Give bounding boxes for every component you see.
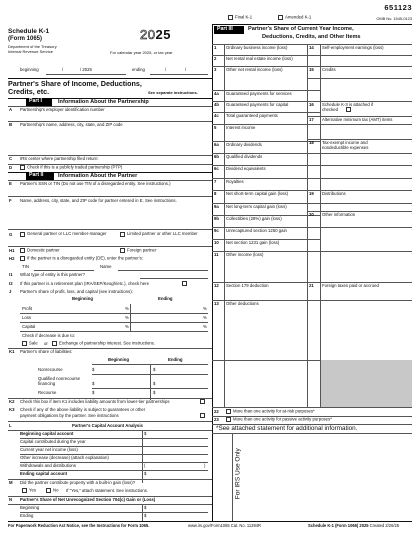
line-23-checkbox[interactable] [226,417,332,423]
line-20-num: 20 [309,212,314,217]
part1-bar: Part I [26,98,52,106]
line-4b-num: 4b [214,102,220,107]
line-12-label: Section 179 deduction [226,283,269,288]
line-6a-num: 6a [214,142,219,147]
line-m-label: Did the partner contribute property with a built-in gain (loss)? [20,480,136,485]
attached-statement-note: *See attached statement for additional information. [216,425,358,432]
line-10-num: 10 [214,240,219,245]
qnr-dollar-begin: $ [92,381,95,386]
part1-title: Information About the Partnership [58,99,149,105]
line-17-field[interactable] [322,125,410,137]
line-17-num: 17 [309,117,314,122]
tax-year [140,28,171,43]
l-capital-contributed: Capital contributed during the year [20,439,86,444]
ending-label: ending [132,67,145,72]
nonrecourse-label: Nonrecourse [38,367,63,372]
line-23-num: 23 [214,417,219,422]
line-1-field[interactable] [226,51,306,54]
line-k1-label: Partner's share of liabilities: [20,349,73,354]
n-end-dollar: $ [144,513,147,518]
line-6a-field[interactable] [226,148,306,152]
nonrecourse-dollar-begin: $ [92,367,95,372]
beginning-label: beginning [20,67,39,72]
line-9a-field[interactable] [226,210,306,214]
line-19-num: 19 [309,191,314,196]
line-2-num: 2 [214,56,217,61]
line-9b-field[interactable] [226,222,306,226]
de-tin-label: TIN [22,264,29,269]
amended-k1-checkbox[interactable] [278,15,311,21]
line-4b-label: Guaranteed payments for capital [226,102,289,107]
foreign-partner-label: Foreign partner [127,247,157,253]
exchange-label: Exchange of partnership interest. See instructions. [59,340,156,346]
l-beginning-capital: Beginning capital account [20,431,74,436]
line-16-label: Schedule K-3 is attached if [322,102,374,107]
line-d-letter: D [9,165,13,170]
recourse-label: Recourse [38,390,57,395]
part3-title-2: Deductions, Credits, and Other Items [262,34,361,40]
share-title-1: Partner's Share of Income, Deductions, [8,79,142,88]
line-9c-label: Unrecaptured section 1250 gain [226,228,287,233]
line-5-label: Interest income [226,125,256,130]
line-9c-field[interactable] [226,234,306,238]
line-8-label: Net short-term capital gain (loss) [226,191,289,196]
begin-slash: / [62,67,64,72]
ptp-checkbox[interactable] [20,165,122,171]
n-ending-label: Ending [20,513,34,518]
line-6c-label: Dividend equivalents [226,166,266,171]
line-e-letter: E [9,181,12,186]
line-17-label: Alternative minimum tax (AMT) items [322,117,393,122]
see-instructions: See separate instructions. [148,90,198,95]
line-19-label: Distributions [322,191,346,196]
line-14-num: 14 [309,45,314,50]
line-22-num: 22 [214,409,219,414]
line-i2-letter: I2 [9,281,13,286]
right-sub-rule-1 [307,78,412,79]
line-15-num: 15 [309,67,314,72]
line-k3-label-2: payment obligations by the partner. See instructions [20,413,119,418]
domestic-partner-label: Domestic partner [27,247,60,253]
m-note: If "Yes," attach statement. See instructions. [66,488,148,493]
n-begin-dollar: $ [144,505,147,510]
profit-begin-pct: % [125,306,129,311]
end-slash1: / [165,67,167,72]
j-ending-header: Ending [158,296,173,301]
form-title: Schedule K-1 [8,28,50,35]
line-12-num: 12 [214,283,219,288]
line-f-letter: F [9,198,12,203]
part2-bar: Part II [26,172,54,180]
line-c-label: IRS center where partnership filed return: [20,156,99,161]
line-4b-field[interactable] [226,108,306,111]
begin-year: / 2025 [80,67,92,72]
line-d-label: Check if this is a publicly traded partnership (PTP) [27,164,123,170]
line-9a-num: 9a [214,204,219,209]
irs-use-area [234,440,410,516]
line-13-label: Other deductions [226,301,259,306]
line-16-num: 16 [309,102,314,107]
recourse-dollar-end: $ [153,390,156,395]
profit-label: Profit [22,306,33,311]
l5-paren: ( [144,463,146,468]
line-7-label: Royalties [226,179,244,184]
line-e-label: Partner's SSN or TIN (Do not use TIN of a disregarded entity. See instructions.) [20,181,171,186]
line-h2-label: If the partner is a disregarded entity (DE), enter the partner's: [27,255,143,261]
line-h1-letter: H1 [9,248,15,253]
line-i1-label: What type of entity is this partner? [20,272,85,277]
line-11-field[interactable] [226,258,306,281]
line-23-label: More than one activity for passive activity purposes* [233,416,332,422]
line-11-num: 11 [214,252,219,257]
k2-checkbox[interactable] [200,399,207,405]
sale-checkbox[interactable] [22,341,38,347]
line-f-label: Name, address, city, state, and ZIP code for partner entered in E. See instructions. [20,198,177,203]
loss-end-pct: % [203,315,207,320]
footer-paperwork: For Paperwork Reduction Act Notice, see the Instructions for Form 1065. [8,523,150,528]
profit-begin-field[interactable] [40,305,120,312]
nonrecourse-dollar-end: $ [153,367,156,372]
qnr-label-2: financing [38,381,56,386]
line-1-label: Ordinary business income (loss) [226,45,288,50]
l5-paren-close: ) [204,463,206,468]
line-9b-label: Collectibles (28%) gain (loss) [226,216,282,221]
capital-label: Capital [22,324,36,329]
capital-begin-pct: % [125,324,129,329]
m-no-label: No [53,487,59,493]
final-k1-checkbox[interactable] [228,15,252,21]
line-19-field[interactable] [322,199,410,209]
footer-schedule [308,524,399,529]
line-b-label: Partnership's name, address, city, state, and ZIP code [20,122,123,127]
dept-line1: Department of the Treasury [8,44,57,49]
line-18-label: Tax-exempt income and [322,140,368,145]
year-bold: 25 [155,27,171,42]
part3-bar: Part III [214,26,244,34]
line-g-letter: G [9,232,13,237]
l-withdrawals: Withdrawals and distributions [20,463,76,468]
final-k1-label: Final K-1 [235,14,253,20]
limited-partner-label: Limited partner or other LLC member [127,231,198,236]
line-1-num: 1 [214,45,217,50]
line-9c-num: 9c [214,228,219,233]
line-6b-label: Qualified dividends [226,154,263,159]
line-22-checkbox[interactable] [226,409,315,415]
line-j-letter: J [9,289,12,294]
line-a-label: Partnership's employer identification number [20,107,105,112]
line-8-field[interactable] [226,197,306,202]
de-checkbox[interactable] [20,256,143,262]
line-k1-letter: K1 [9,349,15,354]
line-22-label: More than one activity for at-risk purposes* [233,408,315,414]
limited-partner-checkbox[interactable] [120,232,200,237]
part2-title: Information About the Partner [58,173,138,179]
line-l-letter: L [9,423,12,428]
general-partner-checkbox[interactable] [20,232,110,237]
k3-checkbox[interactable] [200,413,207,419]
line-12-field[interactable] [226,289,306,299]
k-beginning-header: Beginning [108,357,130,362]
line-14-label: Self-employment earnings (loss) [322,45,384,50]
line-n-letter: N [9,497,13,502]
recourse-dollar-begin: $ [92,390,95,395]
line-k3-label-1: Check if any of the above liability is subject to guarantees or other [20,407,146,412]
loss-label: Loss [22,315,32,320]
retirement-plan-checkbox[interactable] [182,281,189,287]
loss-begin-pct: % [125,315,129,320]
exchange-checkbox[interactable] [52,341,155,347]
right-sub-rule-7 [307,227,412,228]
partner-name-field[interactable] [18,205,210,227]
line-k3-letter: K3 [9,407,15,412]
line-3-num: 3 [214,67,217,72]
right-sub-rule-4 [307,165,412,166]
line-18-num: 18 [309,140,314,145]
line-m-letter: M [9,480,13,485]
line-9a-label: Net long-term capital gain (loss) [226,204,287,209]
line-4a-field[interactable] [226,97,306,100]
omb-number: OMB No. 1545-0123 [376,16,412,21]
line-7-num: 7 [214,179,217,184]
line-20-field[interactable] [322,220,410,280]
domestic-partner-checkbox[interactable] [20,248,60,254]
general-partner-label: General partner or LLC member-manager [27,231,107,236]
n-beginning-label: Beginning [20,505,40,510]
right-sub-rule-0 [307,55,412,56]
l-other-increase: Other increase (decrease) (attach explanation) [20,455,109,460]
sale-label: Sale [29,340,38,346]
line-7-field[interactable] [226,185,306,189]
line-18-label-2: nondeductible expenses [322,145,369,150]
shaded-area [321,360,412,407]
partnership-ein-field[interactable] [18,114,210,120]
form-number: 651123 [384,3,412,12]
line-j-label: Partner's share of profit, loss, and capital (see instructions): [20,289,133,294]
form-subtitle: (Form 1065) [8,36,43,42]
line-15-label: Credits [322,67,336,72]
right-sub-rule-5 [307,178,412,179]
line-2-label: Net rental real estate income (loss) [226,56,293,61]
line-i1-letter: I1 [9,272,13,277]
foreign-partner-checkbox[interactable] [120,248,156,254]
year-outline: 20 [140,27,156,42]
part3-title-1: Partner's Share of Current Year Income, [248,26,354,32]
de-name-label: Name [100,264,112,269]
amended-k1-label: Amended K-1 [285,14,312,20]
line-13-field[interactable] [226,307,306,359]
profit-end-pct: % [203,306,207,311]
footer-schedule-name: Schedule K-1 (Form 1065) 2025 [308,523,369,528]
capital-end-pct: % [203,324,207,329]
right-sub-rule-6 [307,203,412,204]
line-20-label: Other information [322,212,356,217]
line-6b-field[interactable] [226,160,306,164]
line-4c-field[interactable] [226,119,306,123]
partner-ssn-field[interactable] [18,188,210,194]
line-16-checkbox[interactable] [346,107,353,113]
irs-use-only-label: For IRS Use Only [234,448,242,500]
footer-created: Created 2/26/25 [369,523,400,528]
j-beginning-header: Beginning [72,296,94,301]
k-ending-header: Ending [168,357,183,362]
calendar-note: For calendar year 2025, or tax year [110,50,173,55]
partnership-name-field[interactable] [18,129,210,153]
line-a-letter: A [9,107,13,112]
right-sub-rule-2 [307,124,412,125]
l-net-income: Current year net income (loss) [20,447,78,452]
qnr-label-1: Qualified nonrecourse [38,376,81,381]
line-k2-letter: K2 [9,399,15,404]
line-c-letter: C [9,156,13,161]
line-6b-num: 6b [214,154,220,159]
line-21-num: 21 [309,283,314,288]
line-10-label: Net section 1231 gain (loss) [226,240,280,245]
l1-dollar: $ [144,431,147,436]
line-4c-num: 4c [214,113,219,118]
line-6a-label: Ordinary dividends [226,142,262,147]
line-2-field[interactable] [226,62,306,65]
right-sub-rule-3 [307,153,412,154]
line-4c-label: Total guaranteed payments [226,113,278,118]
or-label: or [44,341,48,346]
l-ending-capital: Ending capital account [20,471,68,476]
m-yes-label: Yes [29,487,37,493]
line-3-label: Other net rental income (loss) [226,67,283,72]
line-5-field[interactable] [226,131,306,140]
line-3-field[interactable] [226,73,306,89]
line-5-num: 5 [214,125,217,130]
m-yes-checkbox[interactable] [22,488,36,494]
line-10-field[interactable] [226,246,306,250]
qnr-dollar-end: $ [153,381,156,386]
line-13-rule [212,360,320,361]
line-21-label: Foreign taxes paid or accrued [322,283,379,288]
line-13-num: 13 [214,301,219,306]
dept-line2: Internal Revenue Service [8,49,53,54]
line-h2-letter: H2 [9,256,15,261]
decrease-label: Check if decrease is due to: [22,333,76,338]
line-n-label: Partner's Share of Net Unrecognized Section 704(c) Gain or (Loss) [20,497,156,502]
line-4a-num: 4a [214,91,219,96]
line-21-field[interactable] [322,291,410,298]
m-no-checkbox[interactable] [46,488,59,494]
line-6c-field[interactable] [226,172,306,177]
line-6c-num: 6c [214,166,219,171]
right-sub-rule-8 [307,251,412,252]
share-title-2: Credits, etc. [8,87,50,96]
line-4a-label: Guaranteed payments for services [226,91,292,96]
line-21-rule [307,300,412,301]
line-i2-label: If this partner is a retirement plan (IRA/SEP/Keogh/etc.), check here [20,281,149,286]
l6-dollar: $ [144,471,147,476]
footer-url-cat: www.irs.gov/Form1065 Cat. No. 11394R [188,523,261,528]
line-16-checked-label: checked [322,107,339,112]
line-k2-label: Check this box if item K1 includes liability amounts from lower-tier partnerships [20,399,170,404]
line-b-letter: B [9,122,13,127]
line-8-num: 8 [214,191,217,196]
end-slash2: / [185,67,187,72]
line-11-label: Other income (loss) [226,252,264,257]
profit-end-field[interactable] [135,305,200,312]
line-9b-num: 9b [214,216,220,221]
capital-analysis-title: Partner's Capital Account Analysis [72,423,143,428]
